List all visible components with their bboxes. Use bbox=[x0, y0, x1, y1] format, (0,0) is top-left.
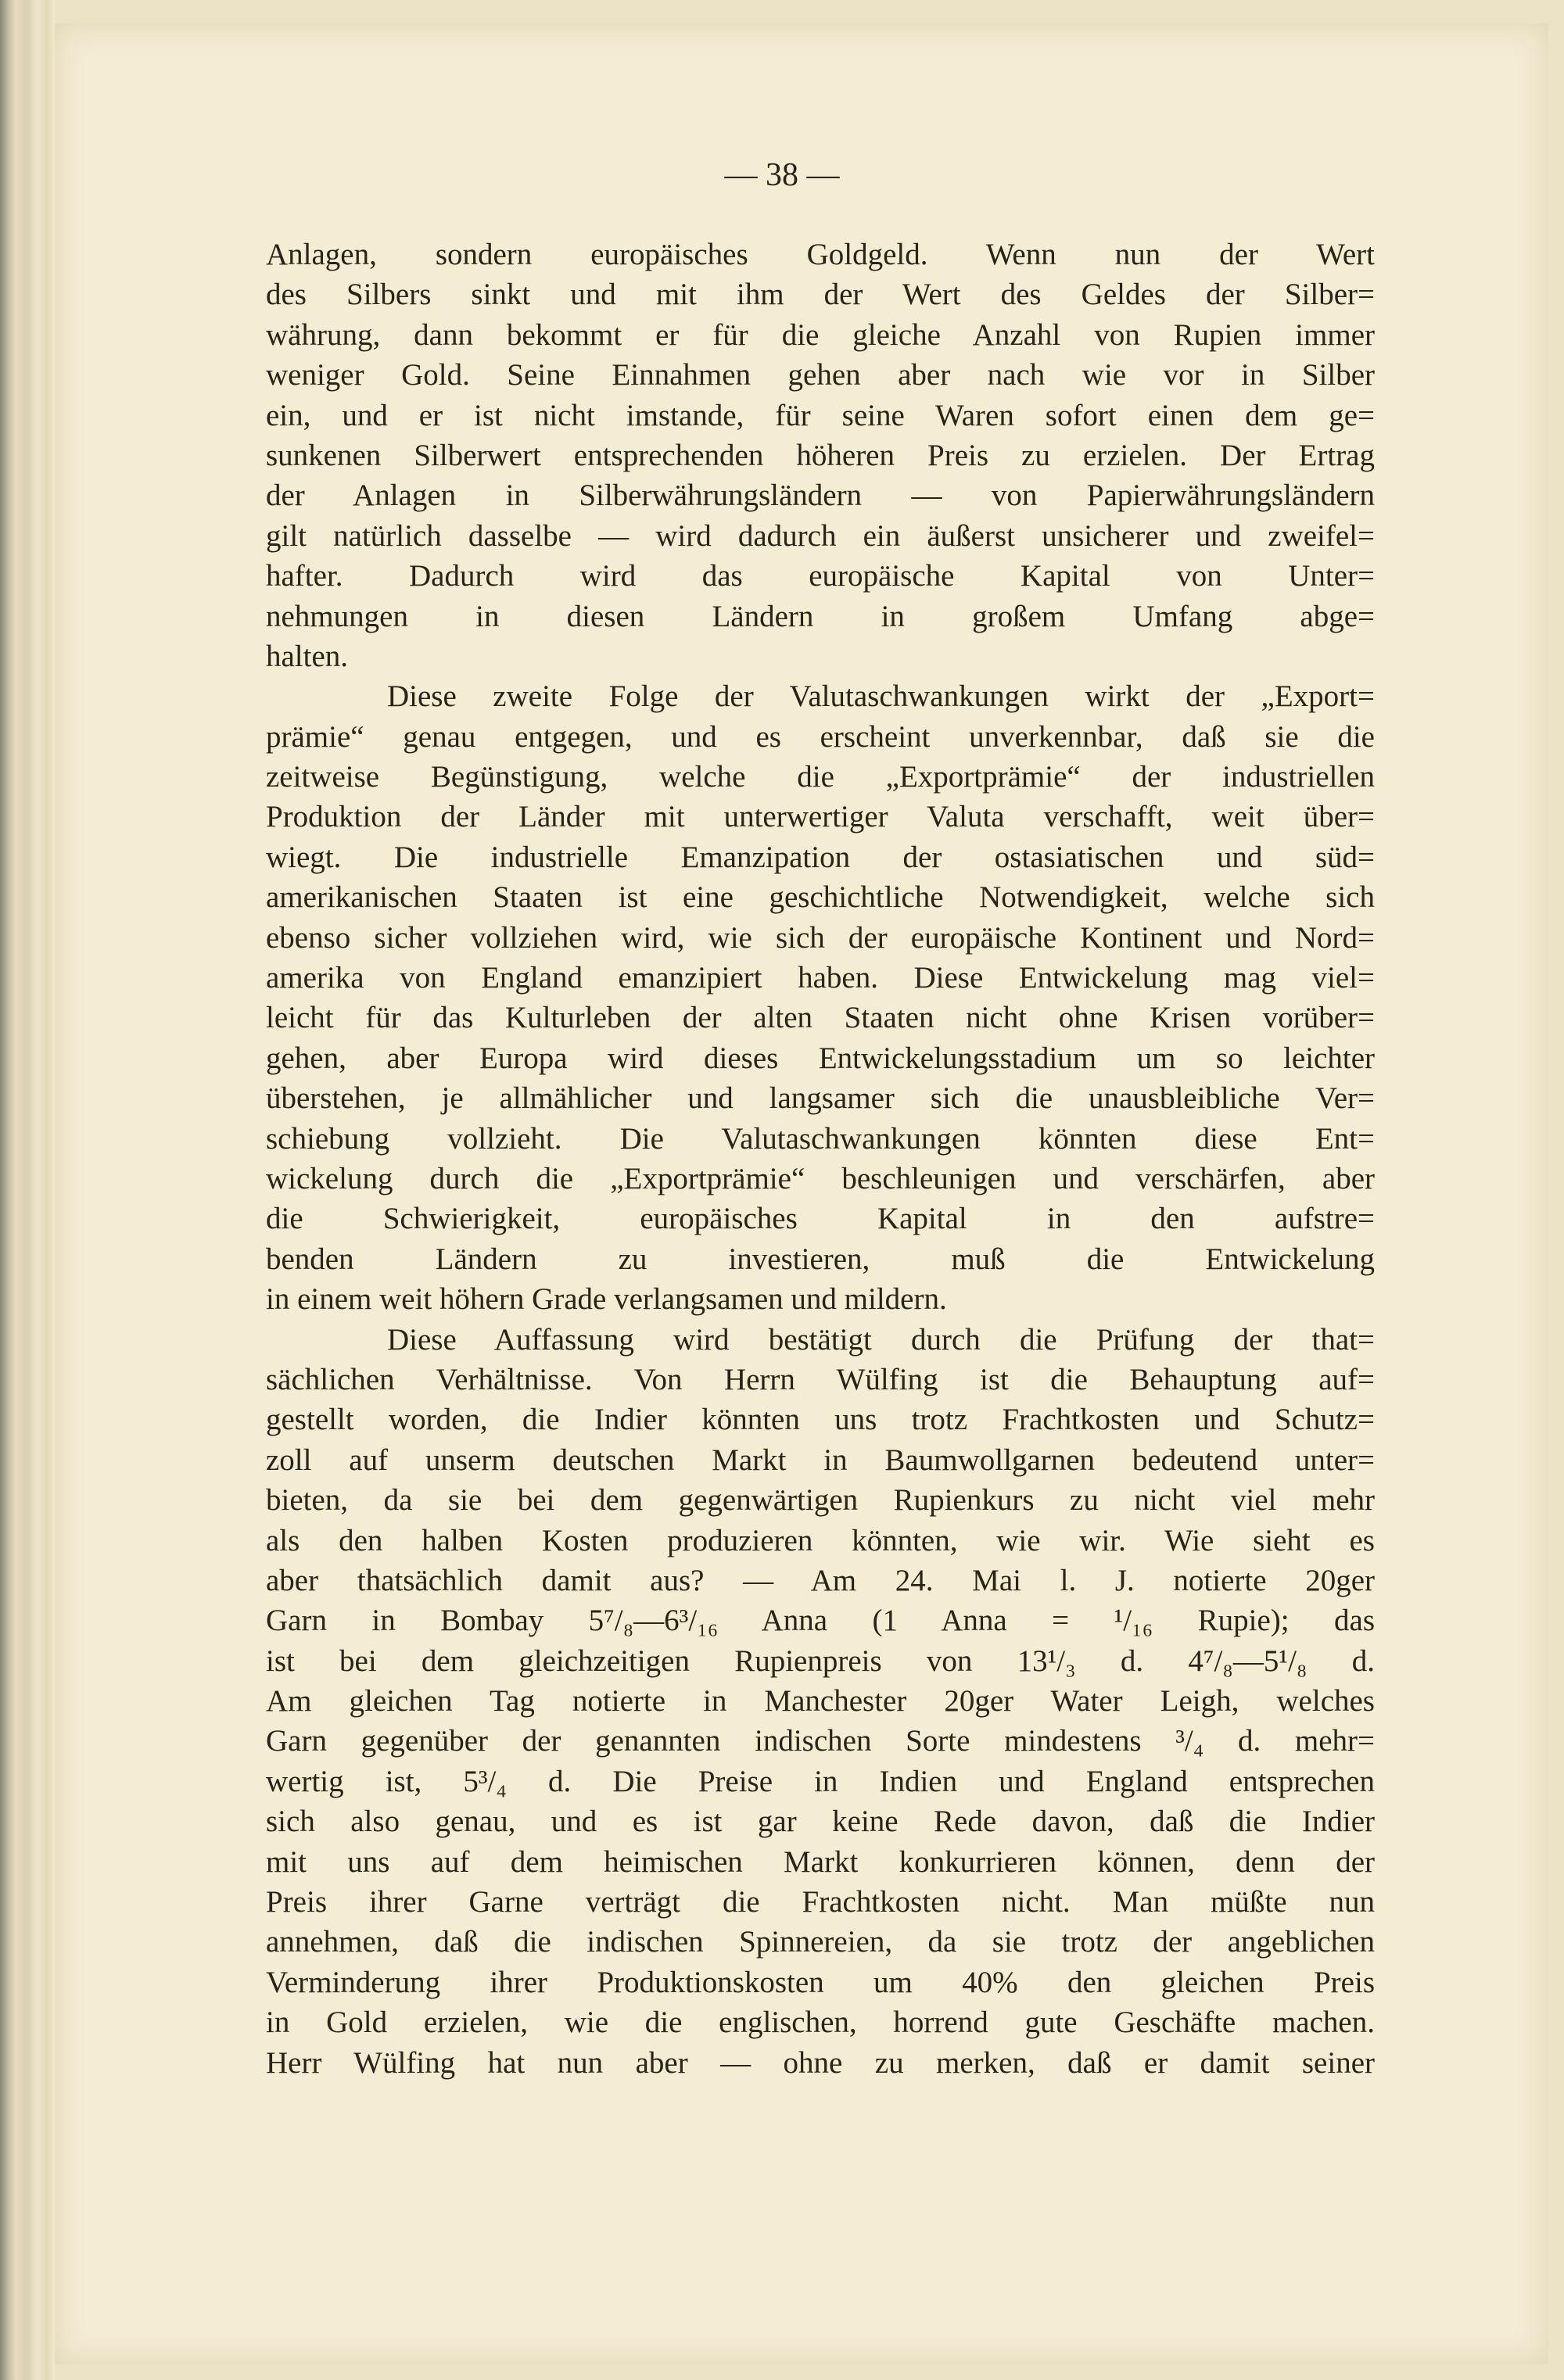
text-line: ein, und er ist nicht imstande, für seine Waren sofort einen dem ge= bbox=[266, 398, 1375, 432]
text-line: Herr Wülfing hat nun aber — ohne zu merken, daß er damit seiner bbox=[266, 2045, 1375, 2080]
text-line: ebenso sicher vollziehen wird, wie sich der europäische Kontinent und Nord= bbox=[266, 920, 1375, 955]
text-line: zeitweise Begünstigung, welche die „Exportprämie“ der industriellen bbox=[266, 760, 1375, 794]
text-line: amerikanischen Staaten ist eine geschichtliche Notwendigkeit, welche sich bbox=[266, 880, 1375, 915]
text-line: in einem weit höhern Grade verlangsamen und mildern. bbox=[266, 1282, 947, 1317]
text-line: bieten, da sie bei dem gegenwärtigen Rupienkurs zu nicht viel mehr bbox=[266, 1483, 1375, 1518]
text-line: wertig ist, 5³/₄ d. Die Preise in Indien und England entsprechen bbox=[266, 1764, 1375, 1798]
text-line: Garn gegenüber der genannten indischen Sorte mindestens ³/₄ d. mehr= bbox=[266, 1724, 1375, 1758]
text-line: Anlagen, sondern europäisches Goldgeld. Wenn nun der Wert bbox=[266, 238, 1375, 271]
text-line: amerika von England emanzipiert haben. Diese Entwickelung mag viel= bbox=[266, 961, 1375, 995]
book-binding-edge bbox=[0, 0, 55, 2380]
text-line: halten. bbox=[266, 639, 349, 673]
text-line: des Silbers sinkt und mit ihm der Wert des Geldes der Silber= bbox=[266, 278, 1375, 312]
text-line: Verminderung ihrer Produktionskosten um 40% den gleichen Preis bbox=[266, 1965, 1375, 1999]
text-line: währung, dann bekommt er für die gleiche Anzahl von Rupien immer bbox=[266, 317, 1375, 352]
page-number: — 38 — bbox=[724, 157, 840, 193]
text-line: wiegt. Die industrielle Emanzipation der ostasiatischen und süd= bbox=[266, 840, 1375, 874]
text-line: überstehen, je allmählicher und langsamer sich die unausbleibliche Ver= bbox=[266, 1081, 1375, 1116]
text-line: schiebung vollzieht. Die Valutaschwankungen könnten diese Ent= bbox=[266, 1121, 1375, 1156]
text-line: weniger Gold. Seine Einnahmen gehen aber nach wie vor in Silber bbox=[266, 358, 1375, 392]
body-text bbox=[266, 235, 1375, 2083]
text-line: benden Ländern zu investieren, muß die Entwickelung bbox=[266, 1242, 1375, 1276]
text-line: ist bei dem gleichzeitigen Rupienpreis von 13¹/₃ d. 4⁷/₈—5¹/₈ d. bbox=[266, 1643, 1375, 1678]
text-line: die Schwierigkeit, europäisches Kapital in den aufstre= bbox=[266, 1202, 1375, 1236]
text-line: hafter. Dadurch wird das europäische Kapital von Unter= bbox=[266, 559, 1375, 593]
text-line: prämie“ genau entgegen, und es erscheint unverkennbar, daß sie die bbox=[266, 719, 1375, 754]
text-line: Diese zweite Folge der Valutaschwankungen wirkt der „Export= bbox=[387, 679, 1375, 714]
text-line: mit uns auf dem heimischen Markt konkurrieren können, denn der bbox=[266, 1844, 1375, 1879]
text-line: nehmungen in diesen Ländern in großem Umfang abge= bbox=[266, 599, 1375, 633]
text-line: der Anlagen in Silberwährungsländern — von Papierwährungsländern bbox=[266, 479, 1375, 513]
text-line: annehmen, daß die indischen Spinnereien, da sie trotz der angeblichen bbox=[266, 1925, 1375, 1959]
text-line: zoll auf unserm deutschen Markt in Baumwollgarnen bedeutend unter= bbox=[266, 1443, 1375, 1477]
text-line: sich also genau, und es ist gar keine Rede davon, daß die Indier bbox=[266, 1805, 1375, 1839]
text-line: in Gold erzielen, wie die englischen, horrend gute Geschäfte machen. bbox=[266, 2005, 1375, 2040]
text-line: Am gleichen Tag notierte in Manchester 20ger Water Leigh, welches bbox=[266, 1684, 1375, 1719]
text-line: Preis ihrer Garne verträgt die Frachtkosten nicht. Man müßte nun bbox=[266, 1885, 1375, 1919]
text-line: als den halben Kosten produzieren könnten, wie wir. Wie sieht es bbox=[266, 1523, 1375, 1557]
text-line: leicht für das Kulturleben der alten Staaten nicht ohne Krisen vorüber= bbox=[266, 1001, 1375, 1035]
text-line: Produktion der Länder mit unterwertiger Valuta verschafft, weit über= bbox=[266, 800, 1375, 834]
text-line: aber thatsächlich damit aus? — Am 24. Mai l. J. notierte 20ger bbox=[266, 1563, 1375, 1597]
text-line: gilt natürlich dasselbe — wird dadurch ein äußerst unsicherer und zweifel= bbox=[266, 518, 1375, 553]
text-line: gehen, aber Europa wird dieses Entwickelungsstadium um so leichter bbox=[266, 1041, 1375, 1075]
text-line: Diese Auffassung wird bestätigt durch die Prüfung der that= bbox=[387, 1322, 1375, 1357]
text-line: gestellt worden, die Indier könnten uns trotz Frachtkosten und Schutz= bbox=[266, 1403, 1375, 1437]
text-line: sunkenen Silberwert entsprechenden höheren Preis zu erzielen. Der Ertrag bbox=[266, 438, 1375, 472]
text-line: sächlichen Verhältnisse. Von Herrn Wülfing ist die Behauptung auf= bbox=[266, 1362, 1375, 1396]
text-line: wickelung durch die „Exportprämie“ beschleunigen und verschärfen, aber bbox=[266, 1161, 1375, 1195]
text-line: Garn in Bombay 5⁷/₈—6³/₁₆ Anna (1 Anna = ¹/₁₆ Rupie); das bbox=[266, 1604, 1375, 1638]
